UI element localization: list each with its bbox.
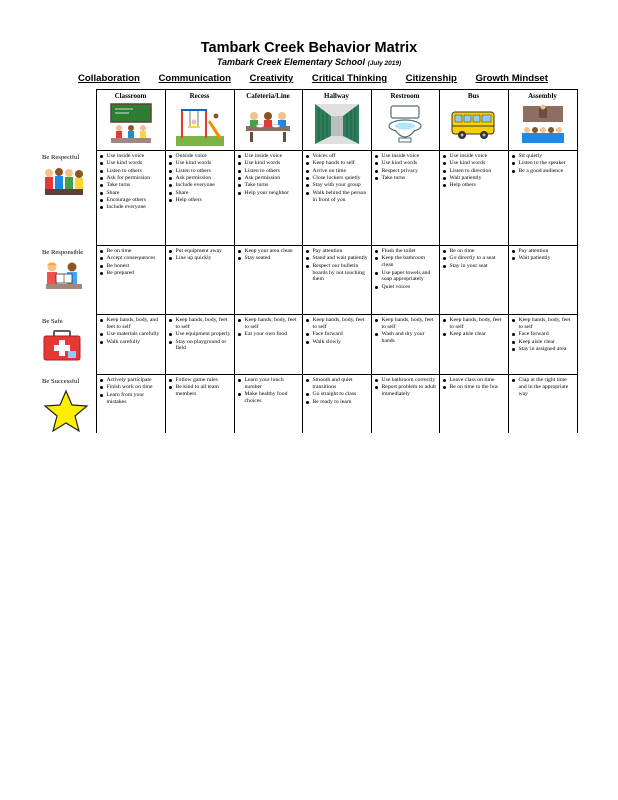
rule-item: Go straight to class xyxy=(305,391,370,398)
rule-item: Walk carefully xyxy=(99,339,164,346)
rule-item: Keep hands, body, feet to self xyxy=(237,317,301,331)
hallway-lockers-icon xyxy=(313,102,361,146)
rule-item: Finish work on time xyxy=(99,384,164,391)
cell-safe-bus xyxy=(439,315,508,375)
value-citizenship: Citizenship xyxy=(405,73,457,84)
rule-item: Keep hands to self xyxy=(305,160,370,167)
value-communication: Communication xyxy=(158,73,231,84)
rule-item: Help your neighbor xyxy=(237,190,301,197)
rule-item: Stay with your group xyxy=(305,182,370,189)
cell-successful-recess xyxy=(165,375,234,434)
rule-item: Share xyxy=(99,190,164,197)
cell-safe-restroom xyxy=(371,315,439,375)
column-hallway xyxy=(302,90,371,151)
cell-safe-hallway xyxy=(302,315,371,375)
cell-successful-bus xyxy=(439,375,508,434)
cell-safe-recess xyxy=(165,315,234,375)
rule-item: Use materials carefully xyxy=(99,331,164,338)
column-cafeteria-line xyxy=(234,90,302,151)
rule-item: Learn from your mistakes xyxy=(99,392,164,406)
column-label: Restroom xyxy=(390,92,420,100)
rule-item: Walk slowly xyxy=(305,339,370,346)
rule-item: Stay seated xyxy=(237,255,301,262)
star-icon xyxy=(42,389,90,433)
cell-safe-classroom xyxy=(96,315,165,375)
rule-item: Arrive on time xyxy=(305,168,370,175)
playground-icon xyxy=(176,102,224,146)
subtitle-date: (July 2019) xyxy=(367,60,402,67)
rule-item: Keep hands, body, feet to self xyxy=(374,317,438,331)
rule-item: Follow game rules xyxy=(168,377,233,384)
document-subtitle xyxy=(0,57,618,67)
rule-item: Use inside voice xyxy=(374,153,438,160)
rule-item: Share xyxy=(168,190,233,197)
rule-item: Wait patiently xyxy=(511,255,576,262)
row-label: Be Successful xyxy=(42,377,80,385)
rule-item: Respect privacy xyxy=(374,168,438,175)
rule-item: Keep aisle clear xyxy=(511,339,576,346)
cell-respectful-cafeteria xyxy=(234,151,302,246)
rule-item: Ask permission xyxy=(168,175,233,182)
value-growth-mindset: Growth Mindset xyxy=(475,73,548,84)
rule-item: Face forward xyxy=(305,331,370,338)
rule-item: Use inside voice xyxy=(99,153,164,160)
rule-item: Take turns xyxy=(237,182,301,189)
rule-item: Use kind words xyxy=(374,160,438,167)
rule-item: Take turns xyxy=(374,175,438,182)
cell-responsible-classroom xyxy=(96,246,165,315)
cell-responsible-hallway xyxy=(302,246,371,315)
row-be-respectful xyxy=(40,151,577,246)
first-aid-kit-icon xyxy=(42,329,82,363)
rule-item: Flush the toilet xyxy=(374,248,438,255)
rule-item: Go directly to a seat xyxy=(442,255,507,262)
rule-item: Make healthy food choices xyxy=(237,391,301,405)
column-label: Cafeteria/Line xyxy=(246,92,290,100)
rule-item: Line up quickly xyxy=(168,255,233,262)
rule-item: Sit quietly xyxy=(511,153,576,160)
value-creativity: Creativity xyxy=(249,73,294,84)
rule-item: Actively participate xyxy=(99,377,164,384)
rule-item: Keep hands, body, and feet to self xyxy=(99,317,164,331)
rule-item: Be prepared xyxy=(99,270,164,277)
rule-item: Be on time to the bus xyxy=(442,384,507,391)
cell-successful-cafeteria xyxy=(234,375,302,434)
column-recess xyxy=(165,90,234,151)
school-bus-icon xyxy=(450,102,498,146)
rule-item: Use kind words xyxy=(442,160,507,167)
classroom-icon xyxy=(107,102,155,146)
rule-item: Use kind words xyxy=(168,160,233,167)
behavior-matrix xyxy=(40,89,577,440)
row-be-responsible xyxy=(40,246,577,315)
cell-respectful-hallway xyxy=(302,151,371,246)
rule-item: Use bathroom correctly xyxy=(374,377,438,384)
rule-item: Quiet voices xyxy=(374,284,438,291)
matrix-corner xyxy=(40,90,96,151)
rule-item: Use kind words xyxy=(237,160,301,167)
cell-responsible-cafeteria xyxy=(234,246,302,315)
rule-item: Listen to others xyxy=(168,168,233,175)
rule-item: Help others xyxy=(442,182,507,189)
column-restroom xyxy=(371,90,439,151)
core-values-row xyxy=(78,73,548,87)
column-label: Hallway xyxy=(324,92,349,100)
rule-item: Help others xyxy=(168,197,233,204)
column-header-row xyxy=(40,90,577,151)
rule-item: Wait patiently xyxy=(442,175,507,182)
rule-item: Keep hands, body, feet to self xyxy=(305,317,370,331)
rule-item: Face forward xyxy=(511,331,576,338)
matrix-table xyxy=(40,89,578,433)
rule-item: Keep hands, body, feet to self xyxy=(168,317,233,331)
column-bus xyxy=(439,90,508,151)
document-title: Tambark Creek Behavior Matrix xyxy=(200,40,418,56)
rule-item: Clap at the right time and in the appropriate way xyxy=(511,377,576,398)
school-name: Tambark Creek Elementary School xyxy=(216,57,366,67)
value-critical-thinking: Critical Thinking xyxy=(311,73,388,84)
row-header xyxy=(40,315,96,375)
rule-item: Be a good audience xyxy=(511,168,576,175)
rule-item: Use equipment properly xyxy=(168,331,233,338)
row-be-safe xyxy=(40,315,577,375)
rule-item: Wash and dry your hands xyxy=(374,331,438,345)
rule-item: Keep hands, body, feet to self xyxy=(442,317,507,331)
row-header xyxy=(40,246,96,315)
cell-successful-hallway xyxy=(302,375,371,434)
rule-item: Close lockers quietly xyxy=(305,175,370,182)
rule-item: Outside voice xyxy=(168,153,233,160)
cell-successful-assembly xyxy=(508,375,577,434)
column-label: Assembly xyxy=(528,92,557,100)
row-label: Be Respectful xyxy=(42,153,80,161)
column-label: Bus xyxy=(467,92,480,100)
rule-item: Be honest xyxy=(99,263,164,270)
rule-item: Ask permission xyxy=(237,175,301,182)
row-be-successful xyxy=(40,375,577,434)
rule-item: Include everyone xyxy=(168,182,233,189)
column-label: Recess xyxy=(189,92,210,100)
cafeteria-icon xyxy=(244,102,292,146)
cell-successful-restroom xyxy=(371,375,439,434)
rule-item: Stay in your seat xyxy=(442,263,507,270)
cell-responsible-assembly xyxy=(508,246,577,315)
rule-item: Pay attention xyxy=(305,248,370,255)
cell-safe-cafeteria xyxy=(234,315,302,375)
rule-item: Eat your own food xyxy=(237,331,301,338)
rule-item: Pay attention xyxy=(511,248,576,255)
column-label: Classroom xyxy=(114,92,147,100)
rule-item: Be on time xyxy=(442,248,507,255)
rule-item: Stay on playground or field xyxy=(168,339,233,353)
rule-item: Put equipment away xyxy=(168,248,233,255)
row-header xyxy=(40,375,96,434)
rule-item: Stay in assigned area xyxy=(511,346,576,353)
rule-item: Report problem to adult immediately xyxy=(374,384,438,398)
rule-item: Walk behind the person in front of you xyxy=(305,190,370,204)
cell-responsible-restroom xyxy=(371,246,439,315)
rule-item: Respect our bulletin boards by not touching them xyxy=(305,263,370,284)
rule-item: Keep your area clean xyxy=(237,248,301,255)
rule-item: Ask for permission xyxy=(99,175,164,182)
cell-responsible-recess xyxy=(165,246,234,315)
rule-item: Be kind to all team members xyxy=(168,384,233,398)
cell-respectful-bus xyxy=(439,151,508,246)
cell-respectful-restroom xyxy=(371,151,439,246)
row-label: Be Responsible xyxy=(42,248,84,256)
rule-item: Smooth and quiet transitions xyxy=(305,377,370,391)
rule-item: Include everyone xyxy=(99,204,164,211)
toilet-icon xyxy=(381,102,429,146)
rule-item: Leave class on time xyxy=(442,377,507,384)
rule-item: Learn your lunch number xyxy=(237,377,301,391)
rule-item: Encourage others xyxy=(99,197,164,204)
kids-reading-icon xyxy=(42,260,86,290)
row-label: Be Safe xyxy=(42,317,63,325)
rule-item: Be ready to learn xyxy=(305,399,370,406)
row-header xyxy=(40,151,96,246)
assembly-icon xyxy=(519,102,567,146)
cell-successful-classroom xyxy=(96,375,165,434)
rule-item: Use inside voice xyxy=(237,153,301,160)
cell-respectful-classroom xyxy=(96,151,165,246)
rule-item: Keep hands, body, feet to self xyxy=(511,317,576,331)
cell-responsible-bus xyxy=(439,246,508,315)
rule-item: Listen to others xyxy=(99,168,164,175)
rule-item: Accept consequences xyxy=(99,255,164,262)
cell-safe-assembly xyxy=(508,315,577,375)
children-group-icon xyxy=(42,165,86,197)
cell-respectful-recess xyxy=(165,151,234,246)
value-collaboration: Collaboration xyxy=(78,73,140,84)
rule-item: Use inside voice xyxy=(442,153,507,160)
rule-item: Listen to others xyxy=(237,168,301,175)
rule-item: Use kind words xyxy=(99,160,164,167)
rule-item: Voices off xyxy=(305,153,370,160)
column-assembly xyxy=(508,90,577,151)
column-classroom xyxy=(96,90,165,151)
cell-respectful-assembly xyxy=(508,151,577,246)
rule-item: Keep aisle clear xyxy=(442,331,507,338)
rule-item: Be on time xyxy=(99,248,164,255)
rule-item: Take turns xyxy=(99,182,164,189)
rule-item: Listen to the speaker xyxy=(511,160,576,167)
rule-item: Listen to direction xyxy=(442,168,507,175)
rule-item: Use paper towels and soap appropriately xyxy=(374,270,438,284)
rule-item: Keep the bathroom clean xyxy=(374,255,438,269)
rule-item: Stand and wait patiently xyxy=(305,255,370,262)
